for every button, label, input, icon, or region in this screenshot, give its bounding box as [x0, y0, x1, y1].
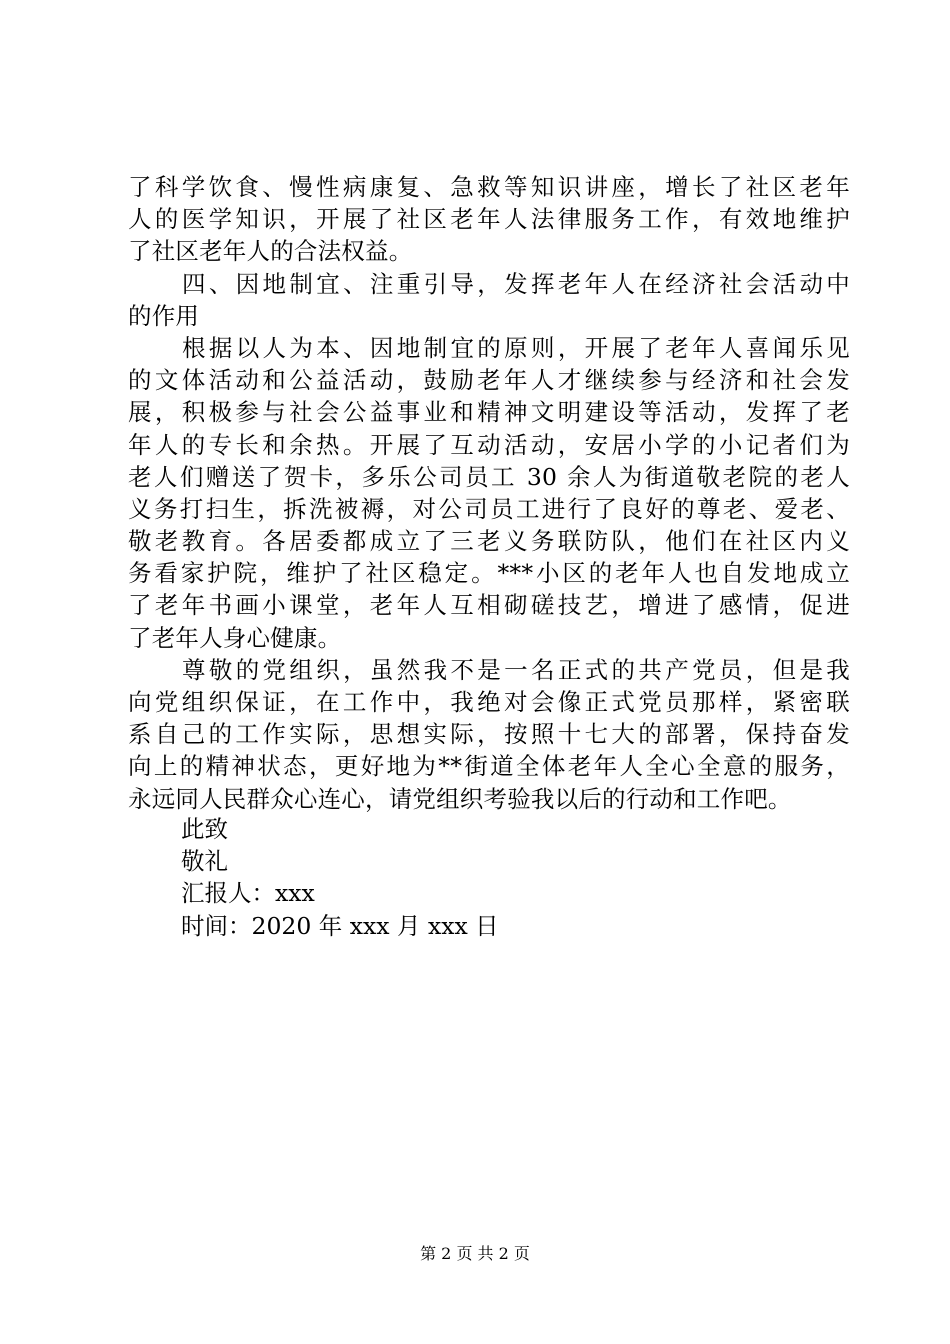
text-line: 四、因地制宜、注重引导，发挥老年人在经济社会活动中 [182, 269, 850, 298]
document-body [128, 171, 850, 815]
text-line: 了科学饮食、慢性病康复、急救等知识讲座，增长了社区老年 [128, 173, 850, 201]
page-footer [0, 1244, 950, 1264]
closing-block [181, 813, 499, 942]
text-line: 的文体活动和公益活动，鼓励老年人才继续参与经济和社会发 [128, 366, 850, 395]
text-line: 的作用 [128, 301, 200, 330]
salutation: 此致 [181, 815, 228, 843]
reporter-line: 汇报人：xxx [181, 879, 315, 908]
text-line: 人的医学知识，开展了社区老年人法律服务工作，有效地维护 [128, 205, 850, 234]
text-line: 向上的精神状态，更好地为**街道全体老年人全心全意的服务， [128, 752, 850, 781]
text-line: 展，积极参与社会公益事业和精神文明建设等活动，发挥了老 [128, 398, 850, 427]
text-line: 了老年书画小课堂，老年人互相砌磋技艺，增进了感情，促进 [128, 591, 850, 620]
date-line: 时间：2020 年 xxx 月 xxx 日 [181, 911, 499, 940]
text-line: 义务打扫生，拆洗被褥，对公司员工进行了良好的尊老、爱老、 [128, 494, 850, 523]
text-line: 尊敬的党组织，虽然我不是一名正式的共产党员，但是我 [182, 655, 850, 684]
text-line: 永远同人民群众心连心，请党组织考验我以后的行动和工作吧。 [128, 784, 792, 813]
text-line: 年人的专长和余热。开展了互动活动，安居小学的小记者们为 [128, 430, 850, 459]
text-line: 了社区老年人的合法权益。 [128, 237, 413, 266]
text-line: 敬老教育。各居委都成立了三老义务联防队，他们在社区内义 [128, 527, 850, 556]
page-number: 第 2 页 共 2 页 [420, 1244, 530, 1263]
paragraph-1 [128, 171, 850, 268]
regards: 敬礼 [181, 847, 228, 876]
paragraph-2-heading [128, 268, 850, 332]
text-line: 务看家护院，维护了社区稳定。***小区的老年人也自发地成立 [128, 559, 850, 588]
paragraph-4 [128, 654, 850, 815]
text-line: 向党组织保证，在工作中，我绝对会像正式党员那样，紧密联 [128, 688, 850, 716]
text-line: 根据以人为本、因地制宜的原则，开展了老年人喜闻乐见 [182, 333, 850, 362]
text-line: 老人们赠送了贺卡，多乐公司员工 30 余人为街道敬老院的老人 [128, 462, 850, 491]
paragraph-3 [128, 332, 850, 654]
text-line: 系自己的工作实际，思想实际，按照十七大的部署，保持奋发 [128, 720, 850, 749]
text-line: 了老年人身心健康。 [128, 623, 342, 652]
